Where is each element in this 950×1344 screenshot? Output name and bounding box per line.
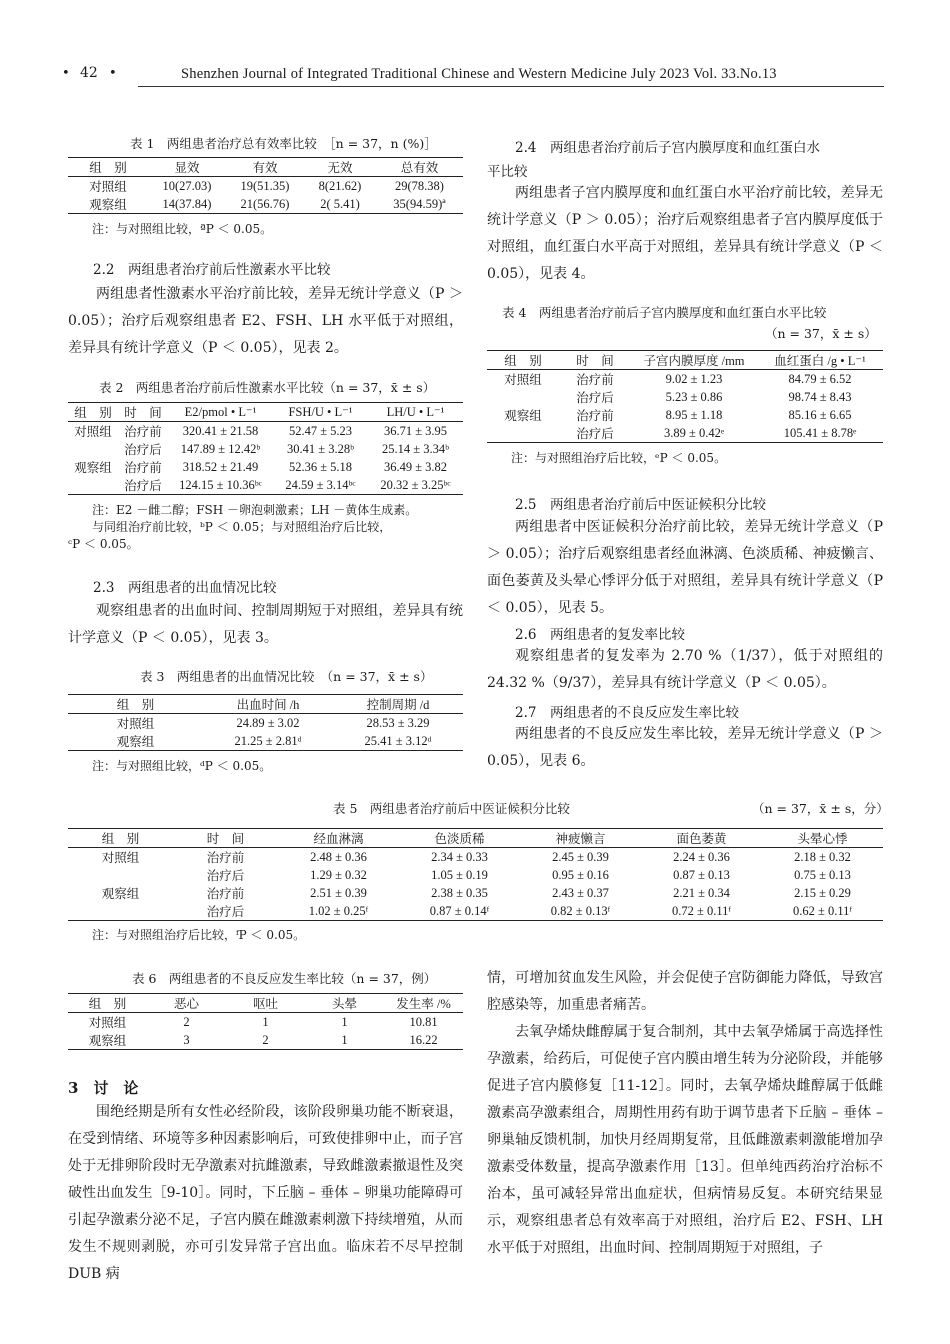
- table4-col-endometrium: 子宫内膜厚度 /mm: [631, 351, 757, 370]
- table-cell: 1.05 ± 0.19: [431, 867, 488, 882]
- table-cell: 84.79 ± 6.52: [788, 371, 852, 386]
- table-cell: 观察组: [504, 409, 542, 423]
- table-cell: 2.48 ± 0.36: [310, 849, 367, 864]
- section-2-3-title: 2.3 两组患者的出血情况比较: [93, 580, 277, 596]
- table-cell: 治疗后: [118, 476, 168, 495]
- section-3-title: 3 讨 论: [68, 1079, 139, 1097]
- table-cell: 治疗前: [124, 425, 162, 439]
- table1-caption: 表 1 两组患者治疗总有效率比较 ［n = 37，n (%)］: [130, 136, 437, 151]
- table1: [68, 157, 463, 214]
- table-cell: 29(78.38): [395, 178, 444, 193]
- table2-caption: 表 2 两组患者治疗前后性激素水平比较（n = 37，x̄ ± s）: [99, 380, 436, 395]
- table-row: [68, 476, 463, 495]
- table-cell: 52.47 ± 5.23: [288, 423, 353, 438]
- table3-col-group: 组 别: [68, 695, 203, 714]
- table5-note: 注：与对照组治疗后比较，ᶠP ＜ 0.05。: [92, 928, 306, 942]
- table-row: [487, 406, 883, 424]
- table-cell: [487, 424, 559, 443]
- table-cell: 2.15 ± 0.29: [794, 885, 851, 900]
- table4-col-hemoglobin: 血红蛋白 /g • L⁻¹: [757, 351, 883, 370]
- section-2-6-text: 观察组患者的复发率为 2.70 %（1/37），低于对照组的 24.32 %（9/37），差异具有统计学意义（P ＜ 0.05）。: [487, 648, 883, 691]
- table-cell: 对照组: [116, 717, 155, 731]
- table1-note: 注：与对照组比较，ªP ＜ 0.05。: [92, 222, 273, 236]
- table-cell: 0.87 ± 0.14ᶠ: [399, 902, 520, 921]
- table-row: [68, 1031, 463, 1050]
- table-row: [68, 866, 883, 884]
- table5-col-menses: 经血淋漓: [278, 829, 399, 848]
- section-2-7-title: 2.7 两组患者的不良反应发生率比较: [515, 705, 739, 721]
- table5-caption-stats: （n = 37，x̄ ± s，分）: [752, 801, 889, 816]
- table-cell: 治疗后: [559, 424, 631, 443]
- section-2-3-text: 观察组患者的出血时间、控制周期短于对照组，差异具有统计学意义（P ＜ 0.05），见表 3。: [68, 603, 463, 646]
- table5: [68, 828, 883, 921]
- table2-col-group: 组 别: [68, 403, 118, 422]
- table2: [68, 402, 463, 495]
- table-cell: 对照组: [101, 851, 140, 865]
- table-cell: 对照组: [89, 180, 127, 194]
- table-cell: 2: [226, 1031, 305, 1050]
- table-cell: [487, 388, 559, 406]
- table-cell: 0.75 ± 0.13: [794, 867, 851, 882]
- table-cell: 0.62 ± 0.11ᶠ: [762, 902, 883, 921]
- section-2-5-title: 2.5 两组患者治疗前后中医证候积分比较: [515, 497, 766, 513]
- table4-caption-stats: （n = 37，x̄ ± s）: [765, 326, 877, 341]
- table-cell: 0.95 ± 0.16: [552, 867, 609, 882]
- table-cell: 2.21 ± 0.34: [673, 885, 730, 900]
- table-cell: 2: [183, 1014, 190, 1029]
- table-row: [68, 714, 463, 733]
- table-cell: 观察组: [68, 195, 148, 214]
- table-cell: 9.02 ± 1.23: [665, 371, 723, 386]
- table6: [68, 993, 463, 1050]
- table-cell: 2( 5.41): [304, 195, 376, 214]
- table-cell: 治疗前: [206, 851, 245, 865]
- table-cell: 8.95 ± 1.18: [665, 407, 723, 422]
- table-cell: 28.53 ± 3.29: [366, 715, 430, 730]
- table2-col-fsh: FSH/U • L⁻¹: [273, 403, 368, 422]
- table-cell: 2.18 ± 0.32: [794, 849, 851, 864]
- table-cell: 19(51.35): [240, 178, 290, 193]
- table2-note-1: 注：E2 －雌二醇；FSH －卵泡刺激素；LH －黄体生成素。: [92, 503, 418, 517]
- table-row: [68, 902, 883, 921]
- table-cell: 14(37.84): [148, 195, 226, 214]
- table-cell: 105.41 ± 8.78ᵉ: [757, 424, 883, 443]
- table-cell: 治疗前: [124, 461, 162, 475]
- table-cell: 98.74 ± 8.43: [788, 389, 852, 404]
- table-cell: 1: [305, 1031, 384, 1050]
- table-cell: 1.02 ± 0.25ᶠ: [278, 902, 399, 921]
- table2-note-3: ᶜP ＜ 0.05。: [68, 537, 139, 551]
- table3-caption: 表 3 两组患者的出血情况比较 （n = 37，x̄ ± s）: [140, 669, 433, 684]
- section-2-2-title: 2.2 两组患者治疗前后性激素水平比较: [93, 262, 331, 278]
- table2-col-time: 时 间: [118, 403, 168, 422]
- table5-caption: 表 5 两组患者治疗前后中医证候积分比较: [333, 801, 570, 816]
- table2-col-lh: LH/U • L⁻¹: [368, 403, 463, 422]
- table6-caption: 表 6 两组患者的不良反应发生率比较（n = 37，例）: [132, 971, 437, 986]
- table-cell: 147.89 ± 12.42ᵇ: [180, 441, 261, 456]
- table-cell: 治疗前: [576, 373, 614, 387]
- table-cell: 观察组: [68, 1031, 147, 1050]
- table-row: [68, 422, 463, 441]
- journal-title: Shenzhen Journal of Integrated Traditional Chinese and Western Medicine July 2023 Vol. 33.No.13: [181, 66, 777, 82]
- section-2-4-title-line2: 平比较: [487, 164, 528, 180]
- table-cell: 21.25 ± 2.81ᵈ: [203, 732, 333, 751]
- table-row: [487, 370, 883, 389]
- table1-col-marked: 显效: [148, 158, 226, 177]
- table-cell: 85.16 ± 6.65: [788, 407, 852, 422]
- table-cell: 5.23 ± 0.86: [665, 389, 723, 404]
- table-cell: 52.36 ± 5.18: [288, 459, 353, 474]
- table-row: [68, 848, 883, 867]
- table-cell: 36.49 ± 3.82: [383, 459, 448, 474]
- table4-header-row: [487, 351, 883, 370]
- table-cell: 2.38 ± 0.35: [431, 885, 488, 900]
- section-3-text: 围绝经期是所有女性必经阶段，该阶段卵巢功能不断衰退，在受到情绪、环境等多种因素影响后，可致使排卵中止，而子宫处于无排卵阶段时无孕激素对抗雌激素，导致雌激素撤退性及突破性出血发生［9-10］。同时，下丘脑 – 垂体 – 卵巢功能障碍可引起孕激素分泌不足，子宫内膜在雌激素刺激下持续增殖，从而发生不规则剥脱，亦可引发异常子宫出血。临床若不尽早控制 DUB 病: [68, 1104, 463, 1282]
- table-cell: 观察组: [68, 732, 203, 751]
- table-cell: 25.14 ± 3.34ᵇ: [382, 441, 449, 456]
- table-cell: 0.82 ± 0.13ᶠ: [520, 902, 641, 921]
- table3: [68, 694, 463, 751]
- table-cell: 治疗后: [206, 869, 245, 883]
- table-cell: 24.89 ± 3.02: [236, 715, 300, 730]
- table-cell: 36.71 ± 3.95: [383, 423, 448, 438]
- table5-col-complexion: 面色萎黄: [641, 829, 762, 848]
- table-cell: 1: [262, 1014, 269, 1029]
- table-cell: 10.81: [409, 1014, 438, 1029]
- table3-col-control-cycle: 控制周期 /d: [333, 695, 463, 714]
- table2-col-e2: E2/pmol • L⁻¹: [168, 403, 273, 422]
- table1-header-row: [68, 158, 463, 177]
- table-cell: 24.59 ± 3.14ᵇᶜ: [273, 476, 368, 495]
- table4-caption: 表 4 两组患者治疗前后子宫内膜厚度和血红蛋白水平比较: [502, 305, 827, 320]
- table6-col-group: 组 别: [68, 994, 147, 1013]
- table6-col-vomiting: 呕吐: [226, 994, 305, 1013]
- table4-col-group: 组 别: [487, 351, 559, 370]
- table-cell: 3.89 ± 0.42ᵉ: [631, 424, 757, 443]
- table-cell: 16.22: [384, 1031, 463, 1050]
- table-cell: 对照组: [74, 425, 112, 439]
- table6-col-nausea: 恶心: [147, 994, 226, 1013]
- table-cell: 对照组: [88, 1016, 127, 1030]
- table4-note: 注：与对照组治疗后比较，ᵉP ＜ 0.05。: [511, 451, 727, 465]
- table5-col-time: 时 间: [173, 829, 278, 848]
- header-rule: [138, 86, 884, 87]
- table4: [487, 350, 883, 443]
- table-cell: 25.41 ± 3.12ᵈ: [333, 732, 463, 751]
- table-cell: 治疗后: [124, 443, 162, 457]
- table3-header-row: [68, 695, 463, 714]
- table4-col-time: 时 间: [559, 351, 631, 370]
- table-cell: 2.45 ± 0.39: [552, 849, 609, 864]
- page-number: 42: [80, 65, 98, 81]
- table-cell: 318.52 ± 21.49: [182, 459, 259, 474]
- table-cell: 2.24 ± 0.36: [673, 849, 730, 864]
- table5-header-row: [68, 829, 883, 848]
- table-cell: 320.41 ± 21.58: [182, 423, 259, 438]
- header-bullet-left: •: [62, 66, 70, 81]
- table-cell: 对照组: [504, 373, 542, 387]
- section-2-6-title: 2.6 两组患者的复发率比较: [515, 627, 685, 643]
- table-row: [68, 1013, 463, 1032]
- table-cell: 124.15 ± 10.36ᵇᶜ: [168, 476, 273, 495]
- table6-col-incidence: 发生率 /%: [384, 994, 463, 1013]
- table2-note-2: 与同组治疗前比较，ᵇP ＜ 0.05；与对照组治疗后比较，: [92, 520, 392, 534]
- table-row: [68, 195, 463, 214]
- table-cell: 0.72 ± 0.11ᶠ: [641, 902, 762, 921]
- table-cell: [68, 440, 118, 458]
- table-cell: [68, 866, 173, 884]
- table1-col-ineffective: 无效: [304, 158, 376, 177]
- table-cell: 2.51 ± 0.39: [310, 885, 367, 900]
- table-row: [487, 388, 883, 406]
- table-cell: 观察组: [74, 461, 112, 475]
- table-cell: 20.32 ± 3.25ᵇᶜ: [368, 476, 463, 495]
- section-2-4-title-line1: 2.4 两组患者治疗前后子宫内膜厚度和血红蛋白水: [515, 140, 820, 156]
- table-cell: 35(94.59)ª: [376, 195, 463, 214]
- table-cell: 21(56.76): [226, 195, 304, 214]
- table5-col-group: 组 别: [68, 829, 173, 848]
- table3-note: 注：与对照组比较，ᵈP ＜ 0.05。: [92, 759, 272, 773]
- table-cell: 30.41 ± 3.28ᵇ: [287, 441, 354, 456]
- table-row: [68, 884, 883, 902]
- table-cell: 治疗后: [576, 391, 614, 405]
- table-cell: 治疗前: [206, 887, 245, 901]
- table6-col-dizziness: 头晕: [305, 994, 384, 1013]
- table-cell: 10(27.03): [162, 178, 212, 193]
- header-bullet-right: •: [109, 66, 117, 81]
- table1-col-total: 总有效: [376, 158, 463, 177]
- table-cell: 2.43 ± 0.37: [552, 885, 609, 900]
- section-2-5-text: 两组患者中医证候积分治疗前比较，差异无统计学意义（P ＞ 0.05）；治疗后观察组患者经血淋漓、色淡质稀、神疲懒言、面色萎黄及头晕心悸评分低于对照组，差异具有统计学意义（P ＜ 0.05），见表 5。: [487, 519, 883, 616]
- discussion-continued-text: 情，可增加贫血发生风险，并会促使子宫防御能力降低，导致宫腔感染等，加重患者痛苦。: [487, 970, 883, 1013]
- table-cell: 8(21.62): [318, 178, 362, 193]
- table-row: [68, 177, 463, 196]
- table2-header-row: [68, 403, 463, 422]
- table-cell: 治疗后: [173, 902, 278, 921]
- table-cell: 3: [147, 1031, 226, 1050]
- table6-header-row: [68, 994, 463, 1013]
- table-row: [68, 458, 463, 476]
- table-cell: 2.34 ± 0.33: [431, 849, 488, 864]
- section-2-7-text: 两组患者的不良反应发生率比较，差异无统计学意义（P ＞ 0.05），见表 6。: [487, 726, 883, 769]
- table5-col-fatigue: 神疲懒言: [520, 829, 641, 848]
- table-cell: 观察组: [101, 887, 140, 901]
- table-row: [68, 440, 463, 458]
- table5-col-color: 色淡质稀: [399, 829, 520, 848]
- table-cell: 治疗前: [576, 409, 614, 423]
- section-2-4-text: 两组患者子宫内膜厚度和血红蛋白水平治疗前比较，差异无统计学意义（P ＞ 0.05）；治疗后观察组患者子宫内膜厚度低于对照组，血红蛋白水平高于对照组，差异具有统计学意义（P ＜ 0.05），见表 4。: [487, 185, 883, 282]
- section-2-2-text: 两组患者性激素水平治疗前比较，差异无统计学意义（P ＞ 0.05）；治疗后观察组患者 E2、FSH、LH 水平低于对照组，差异具有统计学意义（P ＜ 0.05），见表 2。: [68, 286, 463, 356]
- table-row: [487, 424, 883, 443]
- discussion-paragraph-2: 去氧孕烯炔雌醇属于复合制剂，其中去氧孕烯属于高选择性孕激素，给药后，可促使子宫内膜由增生转为分泌阶段，并能够促进子宫内膜修复［11-12］。同时，去氧孕烯炔雌醇属于低雌激素高孕激素组合，周期性用药有助于调节患者下丘脑 – 垂体 – 卵巢轴反馈机制，加快月经周期复常，且低雌激素刺激能增加孕激素受体数量，提高孕激素作用［13］。但单纯西药治疗治标不治本，虽可减轻异常出血症状，但病情易反复。本研究结果显示，观察组患者总有效率高于对照组，治疗后 E2、FSH、LH 水平低于对照组，出血时间、控制周期短于对照组，子: [487, 1024, 883, 1256]
- table-cell: 0.87 ± 0.13: [673, 867, 730, 882]
- table3-col-bleeding-time: 出血时间 /h: [203, 695, 333, 714]
- table1-col-group: 组 别: [68, 158, 148, 177]
- table1-col-effective: 有效: [226, 158, 304, 177]
- table-cell: [68, 902, 173, 921]
- table-cell: 1.29 ± 0.32: [310, 867, 367, 882]
- table-cell: [68, 476, 118, 495]
- table5-col-dizziness: 头晕心悸: [762, 829, 883, 848]
- table-cell: 1: [341, 1014, 348, 1029]
- table-row: [68, 732, 463, 751]
